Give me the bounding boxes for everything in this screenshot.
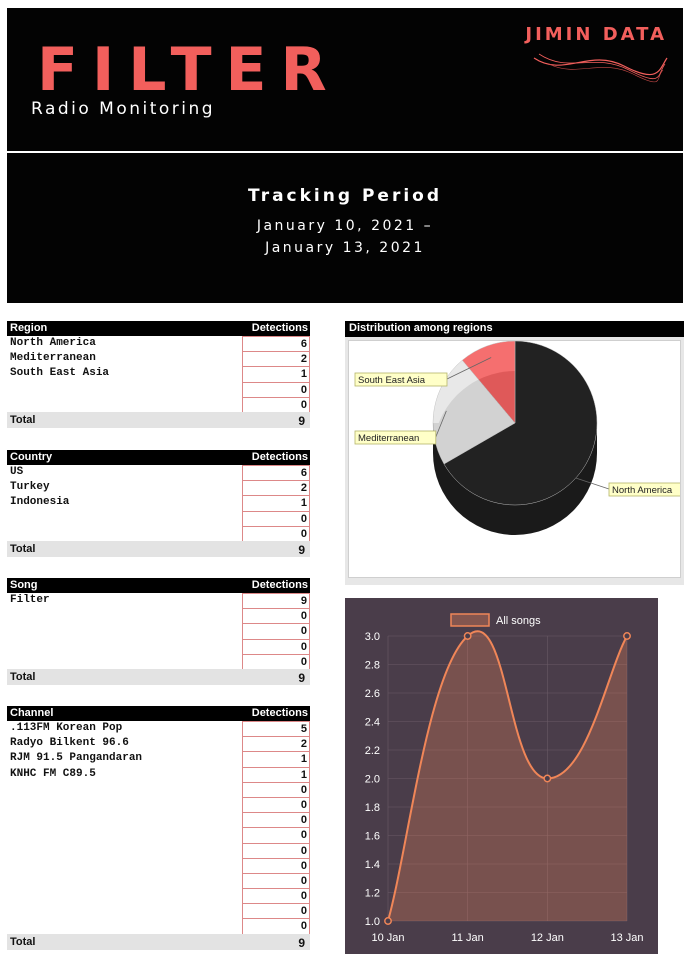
country-table [7,450,310,557]
table-row [7,903,310,918]
row-detections: 0 [242,812,310,827]
song-table-total [7,669,310,685]
total-label: Total [10,935,36,948]
column-header-name: Song [10,579,38,591]
row-detections: 0 [242,397,310,412]
row-detections: 2 [242,480,310,495]
column-header-detections: Detections [251,707,308,719]
column-header-detections: Detections [251,451,308,463]
table-row [7,751,310,766]
table-row [7,480,310,495]
logo-wordmark: FILTER [37,35,341,105]
y-tick-label: 2.6 [364,688,380,700]
table-row [7,623,310,638]
region-table-header [7,321,310,336]
row-name: Radyo Bilkent 96.6 [10,737,129,750]
column-header-detections: Detections [251,322,308,334]
table-row [7,526,310,541]
y-tick-label: 1.6 [364,830,380,843]
table-row [7,873,310,888]
pie-label: South East Asia [358,375,426,386]
row-name: Mediterranean [10,352,96,365]
pie-chart [349,341,680,577]
table-row [7,382,310,397]
table-row [7,797,310,812]
row-detections: 0 [242,888,310,903]
table-row [7,608,310,623]
row-detections: 5 [242,721,310,736]
y-tick-label: 3.0 [364,631,380,643]
row-name: KNHC FM C89.5 [10,767,96,780]
country-table-header [7,450,310,465]
table-row [7,336,310,351]
pie-chart-panel [345,321,684,585]
row-detections: 6 [242,465,310,480]
data-point [544,775,550,781]
total-label: Total [10,670,36,683]
total-label: Total [10,542,36,555]
pie-chart-title: Distribution among regions [345,321,684,337]
row-detections: 0 [242,843,310,858]
total-value: 9 [298,670,305,685]
table-row [7,465,310,480]
column-header-detections: Detections [251,579,308,591]
y-tick-label: 1.4 [364,859,380,871]
legend-label: All songs [496,615,541,627]
y-tick-label: 2.2 [364,745,380,757]
table-row [7,858,310,873]
table-row [7,366,310,381]
table-row [7,888,310,903]
row-detections: 0 [242,608,310,623]
row-detections: 2 [242,736,310,751]
total-value: 9 [298,935,305,950]
row-detections: 0 [242,526,310,541]
row-detections: 0 [242,827,310,842]
row-name: .113FM Korean Pop [10,722,123,734]
data-point [624,633,630,639]
table-row [7,736,310,751]
tracking-period-banner [7,153,683,303]
x-tick-label: 13 Jan [610,932,644,944]
table-row [7,351,310,366]
row-detections: 0 [242,623,310,638]
y-tick-label: 1.0 [364,916,380,928]
brand-name: JIMIN DATA [525,24,667,45]
row-detections: 1 [242,751,310,766]
channel-table [7,706,310,950]
column-header-name: Country [10,451,53,463]
column-header-name: Channel [10,707,54,719]
area-fill [388,631,627,921]
data-point [464,633,470,639]
country-table-total [7,541,310,557]
song-table [7,578,310,685]
pie-chart-area [348,340,681,578]
table-row [7,593,310,608]
pie-label: North America [612,485,673,496]
row-detections: 0 [242,858,310,873]
table-row [7,812,310,827]
row-detections: 0 [242,382,310,397]
row-detections: 1 [242,366,310,381]
table-row [7,495,310,510]
row-name: Indonesia [10,496,70,509]
table-row [7,843,310,858]
row-detections: 6 [242,336,310,351]
line-chart-panel [345,598,658,954]
pie-label: Mediterranean [358,433,420,444]
y-tick-label: 2.8 [364,659,380,672]
total-label: Total [10,413,36,426]
y-tick-label: 1.2 [364,887,380,900]
y-tick-label: 2.0 [364,773,380,786]
y-tick-label: 2.4 [364,716,380,729]
row-detections: 1 [242,767,310,782]
legend-swatch [451,614,489,626]
period-title: Tracking Period [247,186,443,206]
table-row [7,639,310,654]
table-row [7,827,310,842]
row-name: North America [10,337,96,349]
table-row [7,511,310,526]
row-detections: 0 [242,639,310,654]
row-detections: 9 [242,593,310,608]
row-detections: 0 [242,782,310,797]
table-row [7,767,310,782]
row-detections: 0 [242,873,310,888]
channel-table-header [7,706,310,721]
logo-subtitle: Radio Monitoring [31,99,216,119]
row-detections: 0 [242,511,310,526]
song-table-header [7,578,310,593]
region-table-total [7,412,310,428]
line-chart [345,598,658,954]
total-value: 9 [298,542,305,557]
x-tick-label: 11 Jan [451,932,484,944]
row-detections: 0 [242,903,310,918]
row-name: Turkey [10,481,50,494]
report-header [7,8,683,151]
region-table [7,321,310,428]
table-row [7,397,310,412]
row-name: US [10,466,24,478]
row-detections: 0 [242,797,310,812]
table-row [7,721,310,736]
row-name: South East Asia [10,367,110,380]
table-row [7,918,310,933]
row-detections: 2 [242,351,310,366]
table-row [7,654,310,669]
x-tick-label: 12 Jan [530,932,564,944]
period-start: January 10, 2021 – [256,218,434,234]
row-detections: 0 [242,654,310,669]
brand-waves-icon [529,48,669,84]
y-tick-label: 1.8 [364,802,380,814]
row-detections: 1 [242,495,310,510]
x-tick-label: 10 Jan [371,932,405,944]
channel-table-total [7,934,310,950]
row-name: RJM 91.5 Pangandaran [10,752,143,765]
total-value: 9 [298,413,305,428]
row-name: Filter [10,594,50,606]
column-header-name: Region [10,322,48,334]
row-detections: 0 [242,918,310,933]
table-row [7,782,310,797]
period-end: January 13, 2021 [265,240,425,256]
data-point [385,918,391,924]
